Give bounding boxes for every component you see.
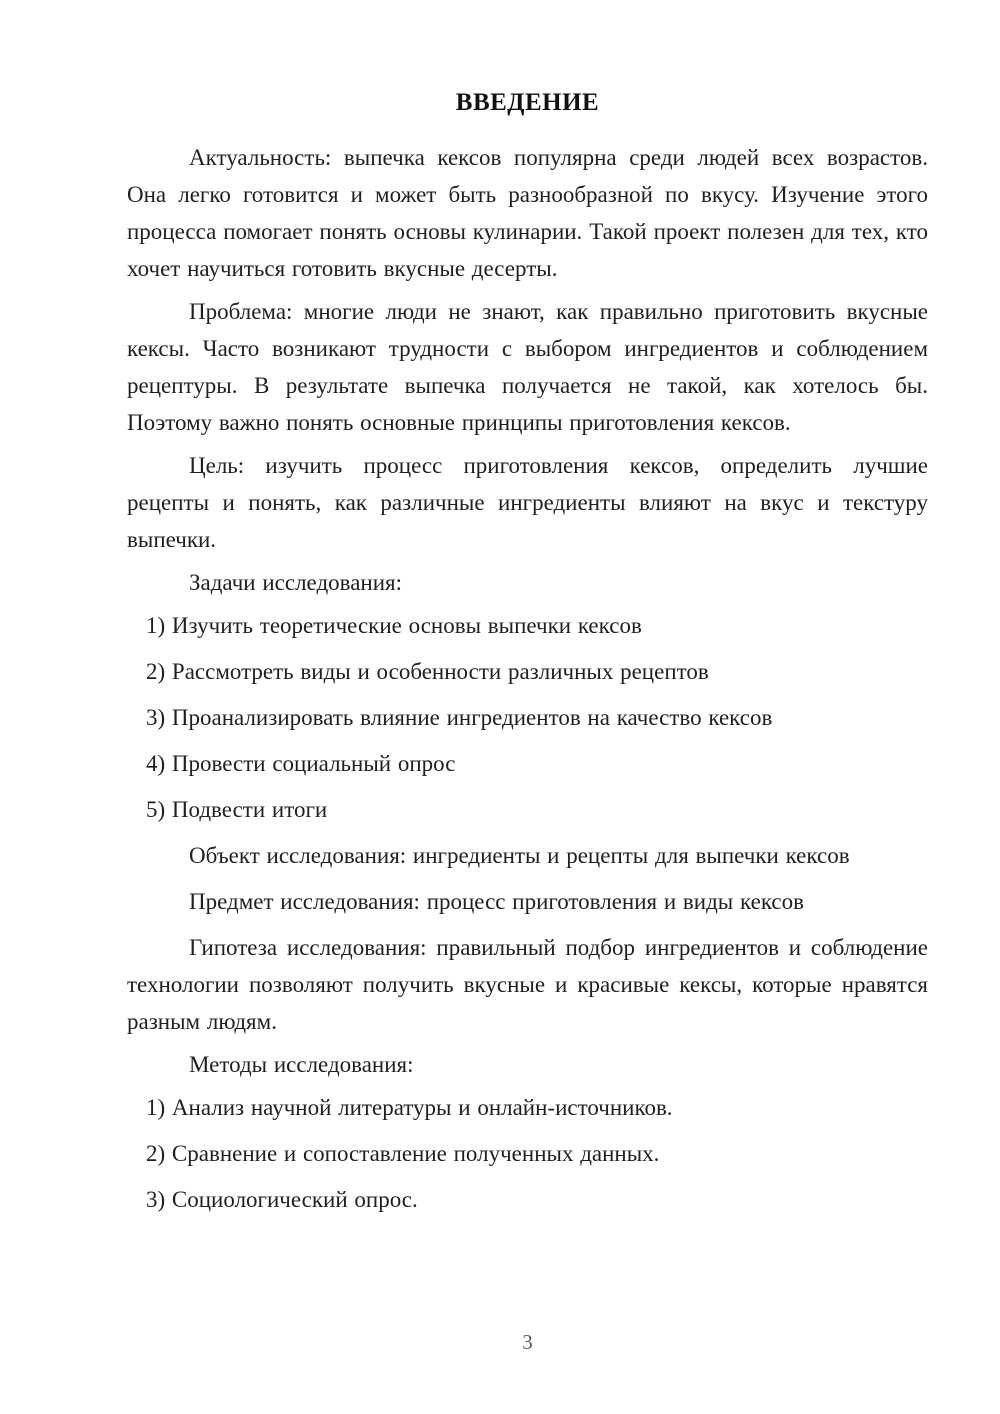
research-object: Объект исследования: ингредиенты и рецепты для выпечки кексов	[189, 843, 850, 868]
tasks-heading: Задачи исследования:	[189, 570, 403, 595]
method-item-3: 3) Социологический опрос.	[146, 1187, 418, 1212]
page-content	[0, 84, 1000, 1218]
paragraph-problem: Проблема: многие люди не знают, как правильно приготовить вкусные кексы. Часто возникают трудности с выбором ингредиентов и соблюдением рецептуры. В результате выпечка получается не такой, как хотелось бы. Поэтому важно понять основные принципы приготовления кексов.	[127, 299, 928, 435]
research-subject: Предмет исследования: процесс приготовления и виды кексов	[189, 889, 804, 914]
methods-heading: Методы исследования:	[189, 1052, 414, 1077]
section-heading: ВВЕДЕНИЕ	[455, 89, 600, 116]
page-number: 3	[522, 1330, 533, 1354]
task-item-1: 1) Изучить теоретические основы выпечки кексов	[146, 613, 642, 638]
task-item-4: 4) Провести социальный опрос	[146, 751, 456, 776]
paragraph-relevance: Актуальность: выпечка кексов популярна среди людей всех возрастов. Она легко готовится и может быть разнообразной по вкусу. Изучение этого процесса помогает понять основы кулинарии. Такой проект полезен для тех, кто хочет научиться готовить вкусные десерты.	[127, 145, 928, 281]
method-item-1: 1) Анализ научной литературы и онлайн-источников.	[146, 1095, 673, 1120]
research-hypothesis: Гипотеза исследования: правильный подбор ингредиентов и соблюдение технологии позволяют получить вкусные и красивые кексы, которые нравятся разным людям.	[127, 935, 928, 1034]
task-item-3: 3) Проанализировать влияние ингредиентов на качество кексов	[146, 705, 773, 730]
task-item-5: 5) Подвести итоги	[146, 797, 328, 822]
method-item-2: 2) Сравнение и сопоставление полученных данных.	[146, 1141, 660, 1166]
paragraph-goal: Цель: изучить процесс приготовления кексов, определить лучшие рецепты и понять, как различные ингредиенты влияют на вкус и текстуру выпечки.	[127, 453, 928, 552]
task-item-2: 2) Рассмотреть виды и особенности различных рецептов	[146, 659, 709, 684]
